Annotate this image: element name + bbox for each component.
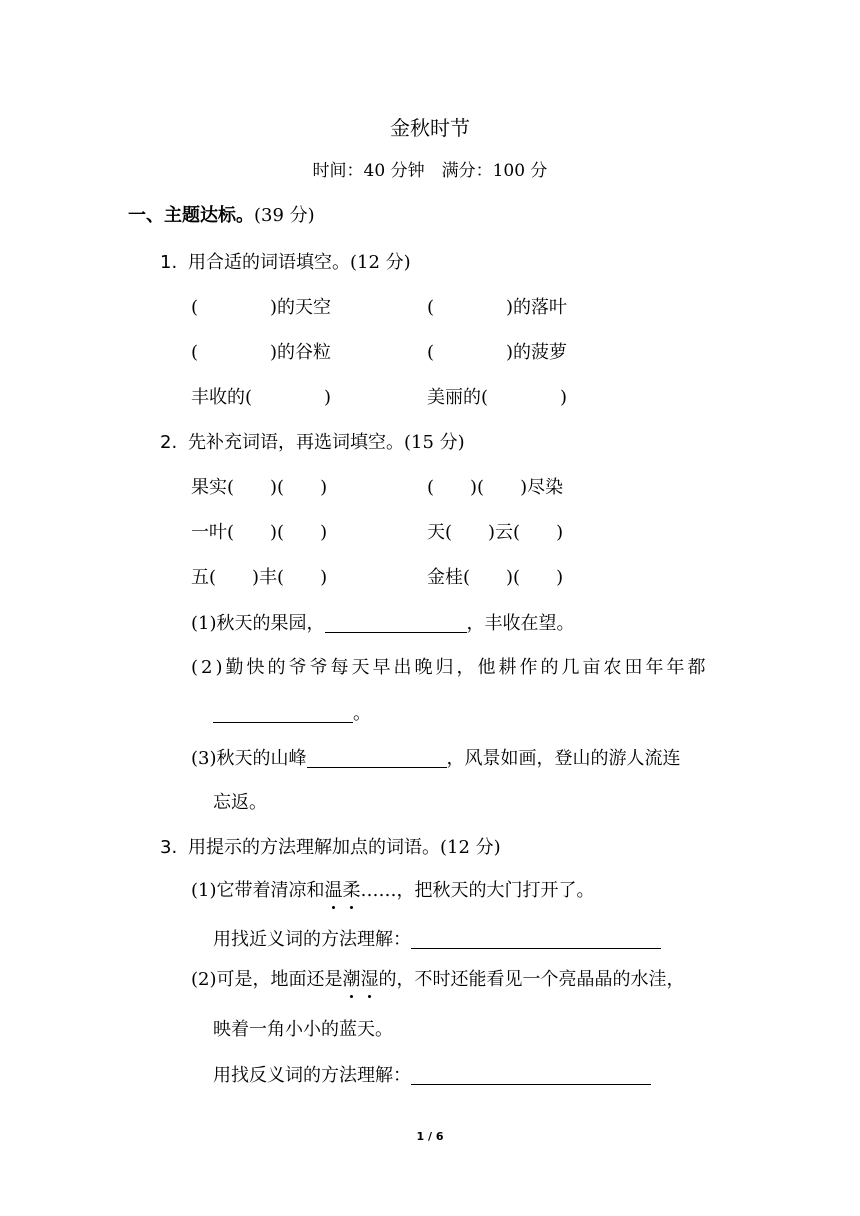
q2-s2-end: 。 bbox=[353, 703, 371, 724]
page-title: 金秋时节 bbox=[390, 116, 470, 140]
q3-hint-1-text: 用找近义词的方法理解： bbox=[213, 929, 411, 950]
answer-line[interactable] bbox=[307, 749, 447, 768]
q3-p1-text-a: (1)它带着清凉和 bbox=[191, 880, 325, 901]
dotted-character: 湿 bbox=[360, 969, 379, 990]
dotted-character: 柔 bbox=[342, 880, 361, 901]
q2-instruction: 先补充词语，再选词填空。(15 分) bbox=[188, 432, 465, 453]
q2-sentence-2-cont bbox=[213, 704, 371, 723]
dotted-character: 温 bbox=[324, 880, 343, 901]
q3-hint-1 bbox=[213, 930, 661, 949]
q3-p1-text-b: ……，把秋天的大门打开了。 bbox=[360, 880, 595, 901]
q2-word-item: 天( )云( ) bbox=[427, 522, 564, 543]
q3-passage-1 bbox=[191, 882, 595, 900]
q2-word-item: 五( )丰( ) bbox=[191, 567, 328, 588]
q1-blank-item: ( )的谷粒 bbox=[191, 342, 332, 363]
q1-instruction: 用合适的词语填空。(12 分) bbox=[188, 252, 411, 273]
q1-blank-item: ( )的落叶 bbox=[427, 297, 568, 318]
answer-line[interactable] bbox=[411, 1066, 651, 1085]
answer-line[interactable] bbox=[325, 614, 467, 633]
section-1-title: 一、主题达标。 bbox=[128, 205, 254, 226]
q3-passage-2 bbox=[191, 971, 685, 989]
q3-passage-2-cont: 映着一角小小的蓝天。 bbox=[213, 1019, 393, 1040]
q2-sentence-2: (2)勤快的爷爷每天早出晚归，他耕作的几亩农田年年都 bbox=[191, 657, 709, 678]
page-number: 1 / 6 bbox=[416, 1130, 444, 1143]
q1-blank-item: 丰收的( ) bbox=[191, 387, 332, 408]
exam-meta: 时间：40 分钟 满分：100 分 bbox=[312, 161, 548, 181]
q2-sentence-3-cont: 忘返。 bbox=[213, 792, 267, 813]
section-1-heading bbox=[128, 207, 315, 225]
q2-sentence-1 bbox=[191, 614, 575, 633]
q3-number: 3. bbox=[160, 837, 178, 858]
q1-number: 1. bbox=[160, 252, 178, 273]
q3-hint-2-text: 用找反义词的方法理解： bbox=[213, 1065, 411, 1086]
q1-blank-item: 美丽的( ) bbox=[427, 387, 568, 408]
q3-p2-text-a: (2)可是，地面还是 bbox=[191, 969, 343, 990]
q2-word-item: 一叶( )( ) bbox=[191, 522, 328, 543]
q2-word-item: 果实( )( ) bbox=[191, 477, 328, 498]
q2-s1-text-a: (1)秋天的果园， bbox=[191, 613, 325, 634]
q2-word-item: ( )( )尽染 bbox=[427, 477, 564, 498]
answer-line[interactable] bbox=[213, 704, 353, 723]
answer-line[interactable] bbox=[411, 930, 661, 949]
q2-s3-text-b: ，风景如画，登山的游人流连 bbox=[446, 748, 681, 769]
section-1-score: (39 分) bbox=[254, 205, 315, 226]
q3-hint-2 bbox=[213, 1066, 651, 1085]
q2-sentence-3 bbox=[191, 749, 681, 768]
dotted-character: 潮 bbox=[342, 969, 361, 990]
q1-blank-item: ( )的天空 bbox=[191, 297, 332, 318]
q2-number: 2. bbox=[160, 432, 178, 453]
q2-s3-text-a: (3)秋天的山峰 bbox=[191, 748, 307, 769]
q3-p2-text-b: 的，不时还能看见一个亮晶晶的水洼， bbox=[378, 969, 685, 990]
q3-instruction: 用提示的方法理解加点的词语。(12 分) bbox=[188, 837, 501, 858]
q1-blank-item: ( )的菠萝 bbox=[427, 342, 568, 363]
q2-word-item: 金桂( )( ) bbox=[427, 567, 564, 588]
q2-s1-text-b: ，丰收在望。 bbox=[466, 613, 575, 634]
